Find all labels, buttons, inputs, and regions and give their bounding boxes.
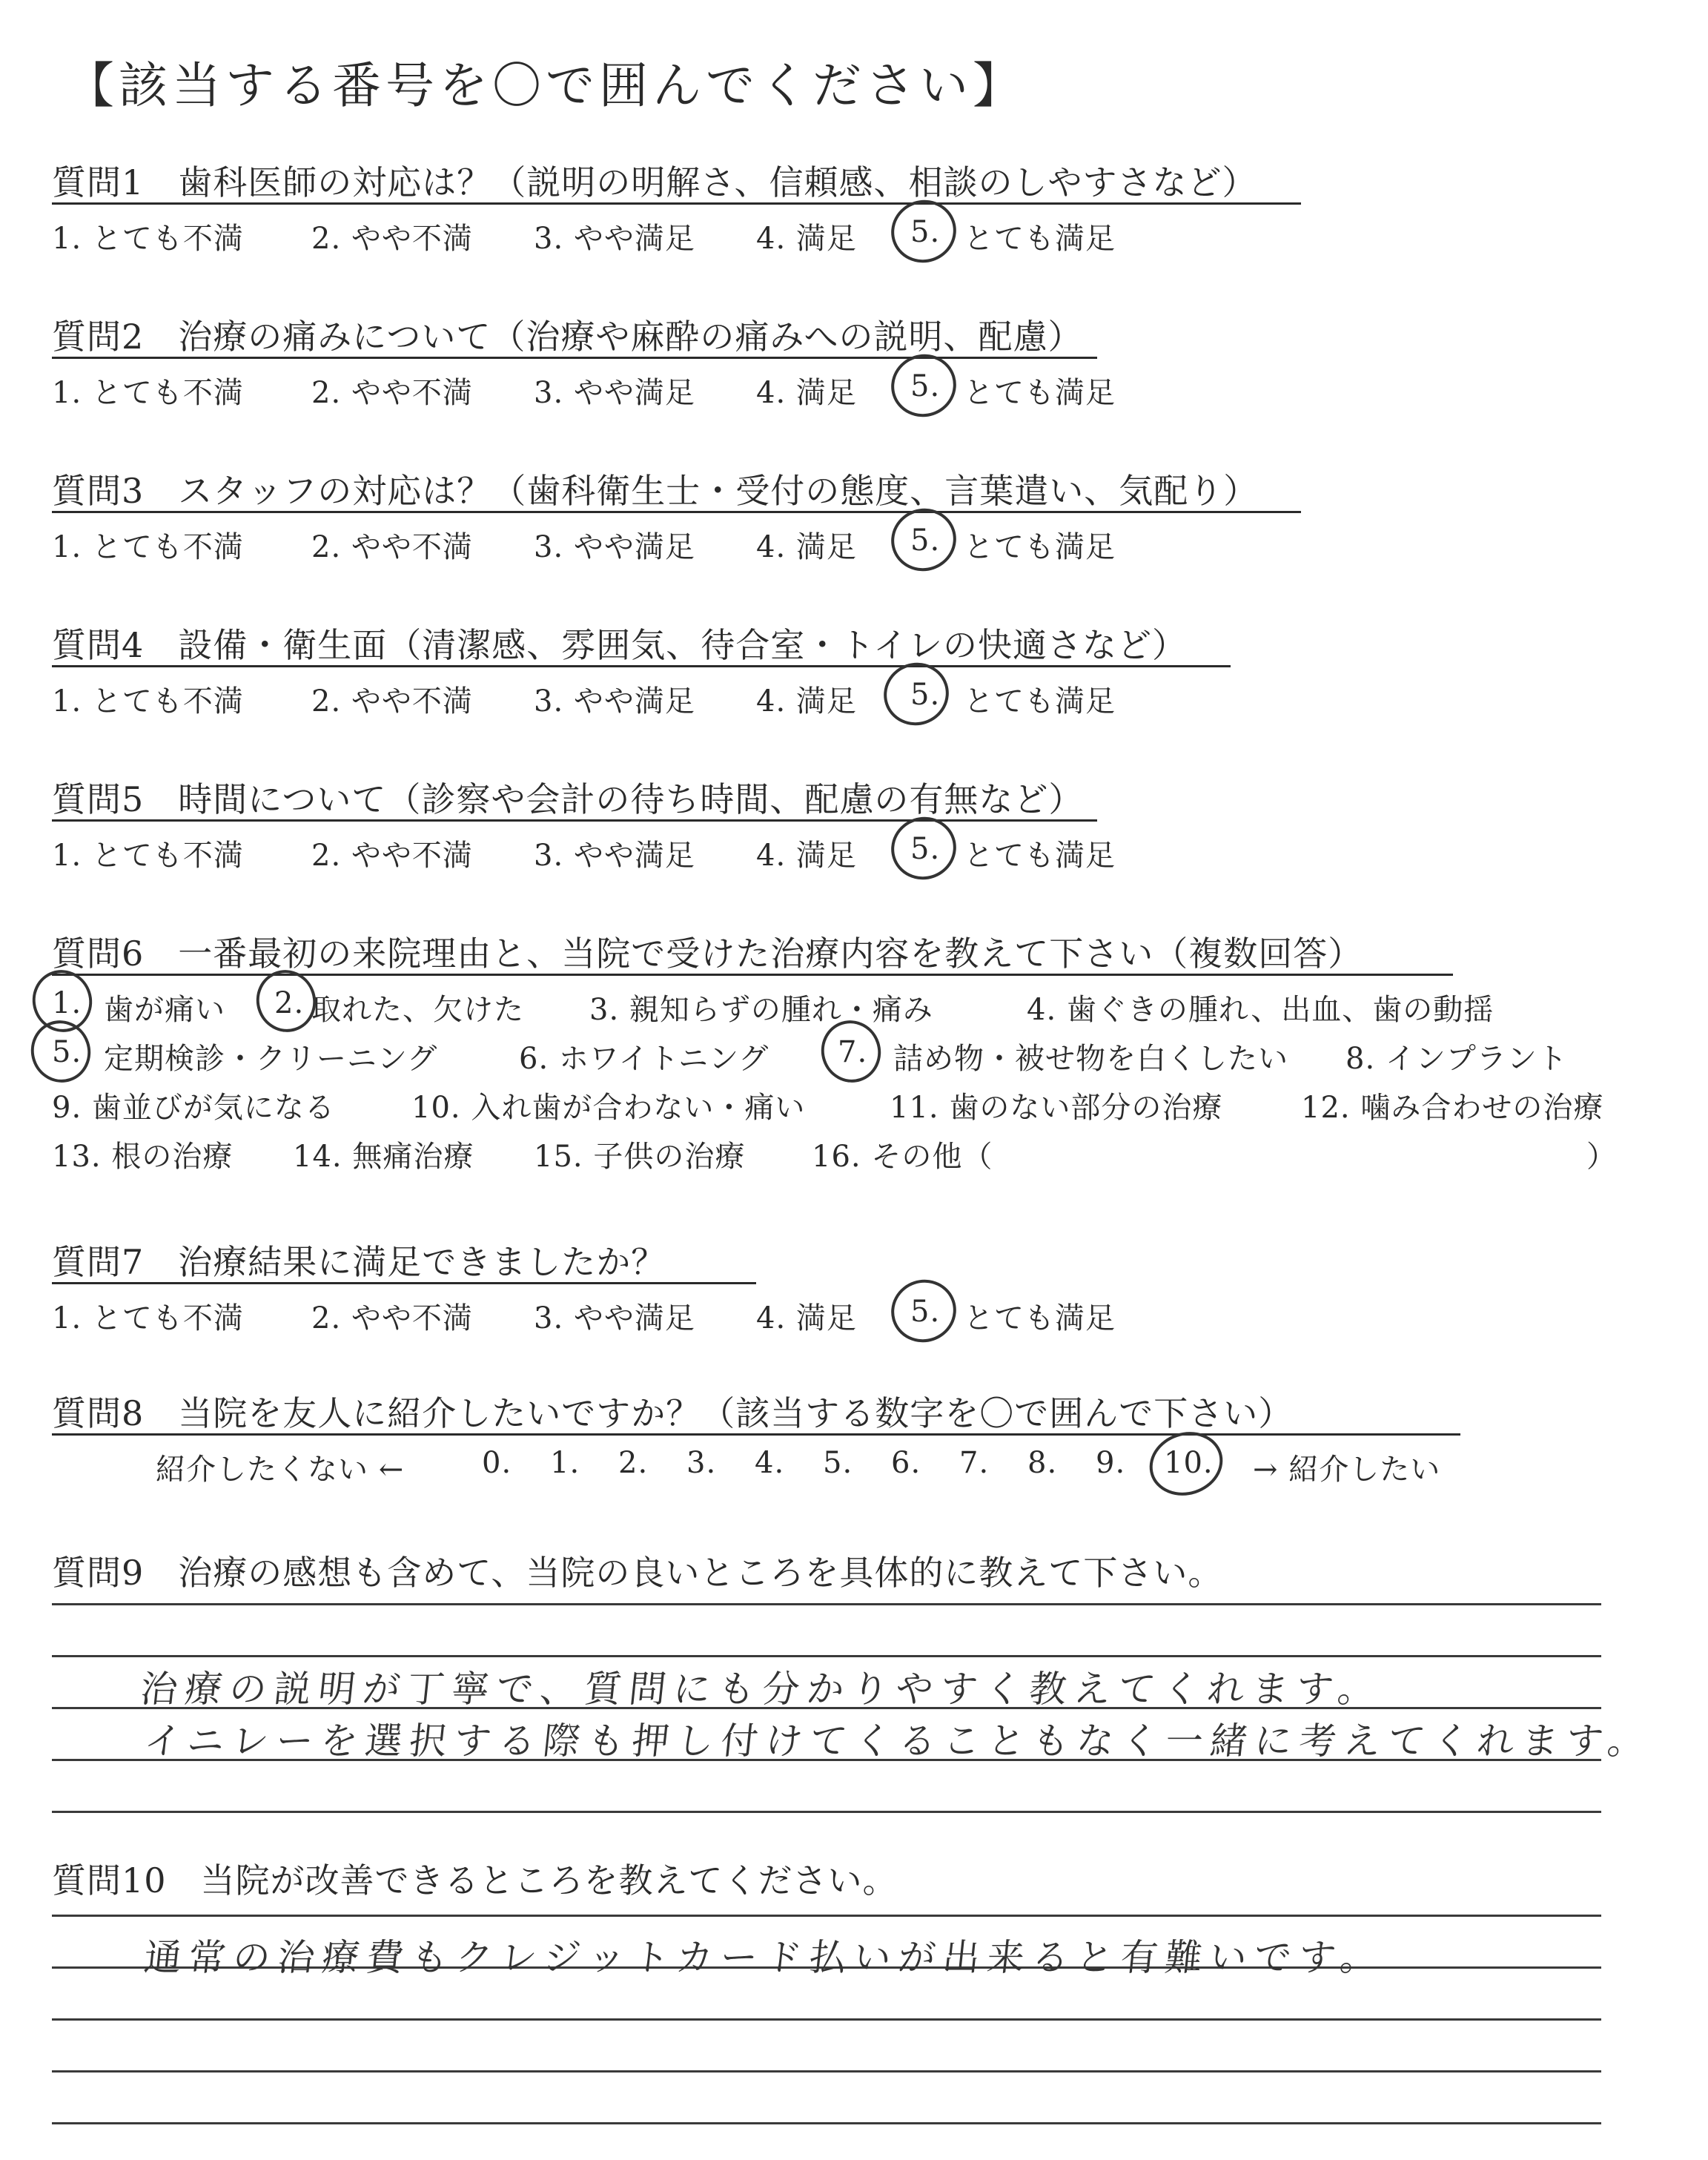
question-number: 質問9 [52, 1553, 145, 1593]
answer-line [52, 1915, 1601, 1917]
q3-option-3[interactable]: 3. やや満足 [534, 530, 695, 564]
q6-option-5[interactable]: 5. [52, 1035, 82, 1069]
q6-option-14[interactable]: 14. 無痛治療 [293, 1140, 474, 1174]
question-9-title [52, 1546, 1222, 1595]
q8-scale-option-7[interactable]: 7. [959, 1446, 990, 1480]
q10-handwritten-answer-line-1[interactable]: 通常の治療費もクレジットカード払いが出来ると有難いです。 [142, 1936, 1387, 1979]
q5-option-2[interactable]: 2. やや不満 [311, 839, 473, 873]
answer-line [52, 2018, 1601, 2021]
q4-option-4[interactable]: 4. 満足 [756, 684, 857, 719]
question-text: 当院を友人に紹介したいですか？（該当する数字を〇で囲んで下さい） [178, 1393, 1294, 1433]
q5-option-5-label: とても満足 [964, 839, 1116, 873]
q6-option-2-label: 取れた、欠けた [311, 993, 524, 1027]
question-underline [52, 665, 1231, 667]
q8-scale-option-3[interactable]: 3. [686, 1446, 717, 1480]
q6-option-6[interactable]: 6. ホワイトニング [519, 1042, 769, 1076]
q8-scale-option-2[interactable]: 2. [618, 1446, 649, 1480]
question-underline [52, 202, 1301, 205]
q8-scale-option-5[interactable]: 5. [823, 1446, 853, 1480]
question-number: 質問1 [52, 162, 145, 202]
q7-option-3[interactable]: 3. やや満足 [534, 1301, 695, 1335]
q1-option-1[interactable]: 1. とても不満 [52, 222, 244, 256]
q2-option-5-label: とても満足 [964, 376, 1116, 410]
answer-line [52, 2122, 1601, 2124]
q8-scale-option-9[interactable]: 9. [1096, 1446, 1126, 1480]
question-underline [52, 819, 1097, 822]
question-text: 歯科医師の対応は？（説明の明解さ、信頼感、相談のしやすさなど） [178, 162, 1257, 202]
q5-option-4[interactable]: 4. 満足 [756, 839, 857, 873]
question-number: 質問10 [52, 1860, 167, 1900]
q6-option-12[interactable]: 12. 噛み合わせの治療 [1301, 1091, 1604, 1125]
question-underline [52, 1282, 756, 1284]
q7-option-5[interactable]: 5. [910, 1295, 941, 1329]
q5-option-1[interactable]: 1. とても不満 [52, 839, 244, 873]
question-number: 質問8 [52, 1393, 145, 1433]
question-1-title [52, 156, 1257, 205]
q4-option-5-label: とても満足 [964, 684, 1116, 719]
q6-option-7-label: 詰め物・被せ物を白くしたい [893, 1042, 1288, 1076]
q4-option-3[interactable]: 3. やや満足 [534, 684, 695, 719]
q8-scale-left-label: 紹介したくない ← [156, 1453, 405, 1487]
q6-option-1-label: 歯が痛い [104, 993, 225, 1027]
question-text: 一番最初の来院理由と、当院で受けた治療内容を教えて下さい（複数回答） [178, 934, 1363, 974]
answer-line [52, 1811, 1601, 1813]
question-text: 治療の痛みについて（治療や麻酔の痛みへの説明、配慮） [178, 317, 1083, 357]
question-underline [52, 511, 1301, 513]
q3-option-2[interactable]: 2. やや不満 [311, 530, 473, 564]
q6-option-7[interactable]: 7. [838, 1035, 868, 1069]
question-text: 治療の感想も含めて、当院の良いところを具体的に教えて下さい。 [178, 1553, 1223, 1593]
q7-option-4[interactable]: 4. 満足 [756, 1301, 857, 1335]
q7-option-5-label: とても満足 [964, 1301, 1116, 1335]
q6-option-1[interactable]: 1. [52, 986, 82, 1020]
q7-option-1[interactable]: 1. とても不満 [52, 1301, 244, 1335]
question-text: 治療結果に満足できましたか？ [178, 1242, 666, 1282]
q3-option-5-label: とても満足 [964, 530, 1116, 564]
q4-option-1[interactable]: 1. とても不満 [52, 684, 244, 719]
q8-scale-option-8[interactable]: 8. [1027, 1446, 1058, 1480]
q6-option-11[interactable]: 11. 歯のない部分の治療 [890, 1091, 1223, 1125]
q2-option-3[interactable]: 3. やや満足 [534, 376, 695, 410]
question-text: スタッフの対応は？（歯科衛生士・受付の態度、言葉遣い、気配り） [178, 471, 1259, 511]
question-number: 質問7 [52, 1242, 145, 1282]
question-number: 質問5 [52, 779, 145, 819]
question-3-title [52, 464, 1258, 513]
question-text: 当院が改善できるところを教えてください。 [200, 1860, 898, 1900]
q2-option-2[interactable]: 2. やや不満 [311, 376, 473, 410]
q8-scale-option-1[interactable]: 1. [550, 1446, 580, 1480]
q6-option-15[interactable]: 15. 子供の治療 [534, 1140, 746, 1174]
q9-handwritten-answer-line-1[interactable]: 治療の説明が丁寧で、質問にも分かりやすく教えてくれます。 [138, 1668, 1385, 1711]
q8-scale-right-label: → 紹介したい [1253, 1453, 1441, 1487]
q8-scale-option-4[interactable]: 4. [755, 1446, 785, 1480]
q6-option-4[interactable]: 4. 歯ぐきの腫れ、出血、歯の動揺 [1027, 993, 1494, 1027]
q6-option-2[interactable]: 2. [274, 986, 305, 1020]
question-number: 質問3 [52, 471, 145, 511]
question-6-title [52, 927, 1363, 976]
question-number: 質問2 [52, 317, 145, 357]
question-2-title [52, 310, 1082, 359]
q1-option-5-label: とても満足 [964, 222, 1116, 256]
q3-option-1[interactable]: 1. とても不満 [52, 530, 244, 564]
q4-option-5[interactable]: 5. [910, 678, 941, 712]
q6-option-8[interactable]: 8. インプラント [1345, 1042, 1568, 1076]
question-underline [52, 1433, 1460, 1436]
q1-option-3[interactable]: 3. やや満足 [534, 222, 695, 256]
q5-option-5[interactable]: 5. [910, 832, 941, 866]
q5-option-3[interactable]: 3. やや満足 [534, 839, 695, 873]
answer-line [52, 1603, 1601, 1605]
question-underline [52, 357, 1097, 359]
question-8-title [52, 1387, 1293, 1436]
q3-option-5[interactable]: 5. [910, 524, 941, 558]
q6-option-16[interactable]: 16. その他（ [812, 1140, 993, 1174]
q4-option-2[interactable]: 2. やや不満 [311, 684, 473, 719]
form-instruction-header: 【該当する番号を〇で囲んでください】 [65, 57, 1026, 114]
q6-option-13[interactable]: 13. 根の治療 [52, 1140, 234, 1174]
question-number: 質問6 [52, 934, 145, 974]
question-underline [52, 974, 1453, 976]
answer-line [52, 1655, 1601, 1657]
question-5-title [52, 773, 1083, 822]
q2-option-4[interactable]: 4. 満足 [756, 376, 857, 410]
q6-option-5-label: 定期検診・クリーニング [104, 1042, 438, 1076]
question-4-title [52, 618, 1187, 667]
q6-option-3[interactable]: 3. 親知らずの腫れ・痛み [589, 993, 933, 1027]
question-10-title [52, 1854, 898, 1903]
q8-scale-option-0[interactable]: 0. [482, 1446, 512, 1480]
q1-option-4[interactable]: 4. 満足 [756, 222, 857, 256]
q1-option-2[interactable]: 2. やや不満 [311, 222, 473, 256]
q2-option-1[interactable]: 1. とても不満 [52, 376, 244, 410]
question-7-title [52, 1235, 666, 1284]
q6-option-10[interactable]: 10. 入れ歯が合わない・痛い [411, 1091, 806, 1125]
q7-option-2[interactable]: 2. やや不満 [311, 1301, 473, 1335]
question-text: 設備・衛生面（清潔感、雰囲気、待合室・トイレの快適さなど） [178, 625, 1187, 665]
q8-scale-option-6[interactable]: 6. [891, 1446, 921, 1480]
answer-line [52, 2070, 1601, 2073]
question-text: 時間について（診察や会計の待ち時間、配慮の有無など） [178, 779, 1084, 819]
question-number: 質問4 [52, 625, 145, 665]
q3-option-4[interactable]: 4. 満足 [756, 530, 857, 564]
q8-scale-option-10[interactable]: 10. [1164, 1446, 1214, 1480]
q2-option-5[interactable]: 5. [910, 369, 941, 403]
q1-option-5[interactable]: 5. [910, 215, 941, 249]
q6-other-close-paren: ） [1586, 1140, 1617, 1174]
q9-handwritten-answer-line-2[interactable]: イニレーを選択する際も押し付けてくることもなく一緒に考えてくれます。 [142, 1720, 1655, 1763]
q6-option-9[interactable]: 9. 歯並びが気になる [52, 1091, 335, 1125]
